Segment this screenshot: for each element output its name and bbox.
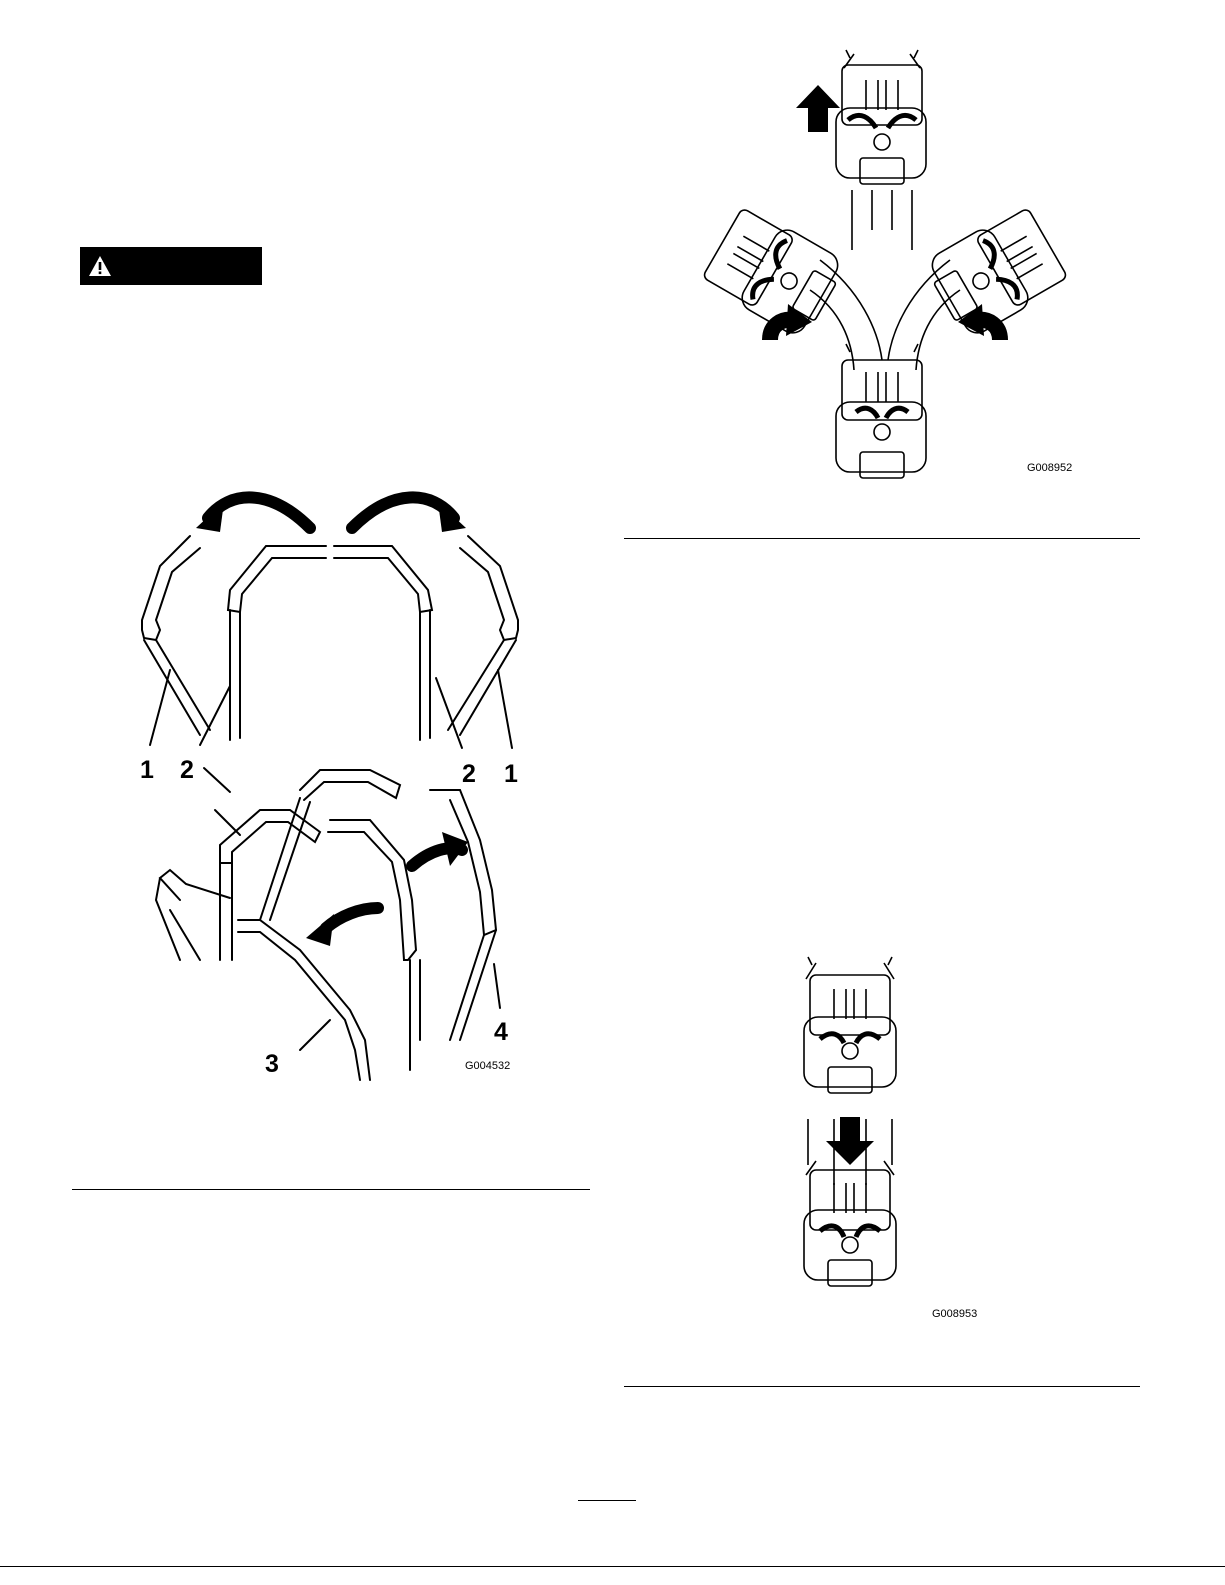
callout-1-left: 1: [140, 756, 154, 784]
warning-triangle-icon: [88, 255, 112, 277]
divider-right-bottom: [624, 1386, 1140, 1387]
divider-left: [72, 1189, 590, 1190]
divider-right-top: [624, 538, 1140, 539]
callout-2-left: 2: [180, 756, 194, 784]
warning-banner: [80, 247, 262, 285]
figure-code: G008953: [932, 1308, 978, 1320]
figure-code: G004532: [465, 1060, 511, 1072]
callout-1-right: 1: [504, 760, 518, 788]
callout-4: 4: [494, 1018, 508, 1046]
page-number-rule: [578, 1500, 636, 1501]
callout-2-right: 2: [462, 760, 476, 788]
figure-code: G008952: [1027, 462, 1073, 474]
control-lever-figure: [120, 480, 540, 1080]
reverse-figure: [780, 955, 1000, 1325]
forward-turn-figure: [670, 40, 1100, 490]
callout-3: 3: [265, 1050, 279, 1078]
footer-rule: [0, 1566, 1225, 1567]
